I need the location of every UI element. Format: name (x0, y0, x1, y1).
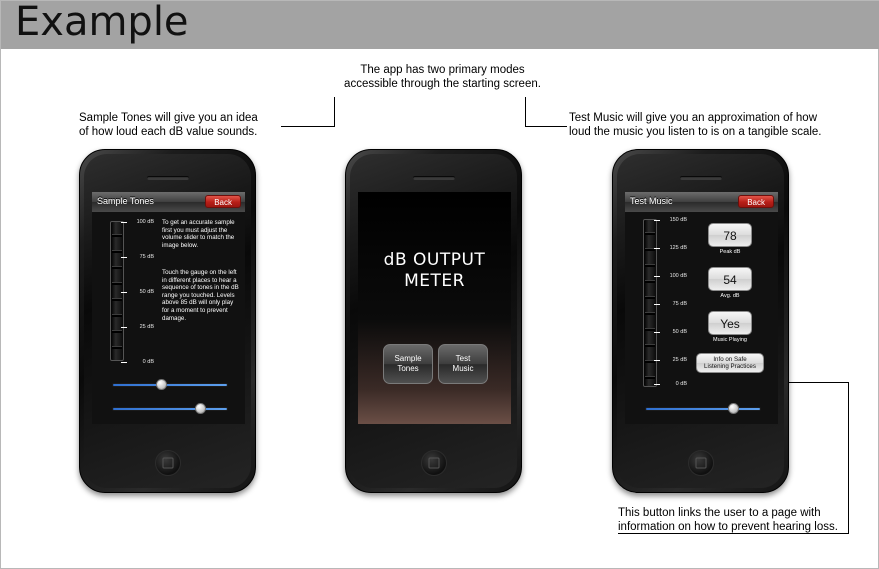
avg-db-value: 54 (708, 267, 752, 291)
annotation-bottom: This button links the user to a page with information on how to prevent hearing loss. (618, 507, 838, 533)
meter-tick-label: 150 dB (661, 217, 687, 223)
test-music-button-line2: Music (452, 364, 474, 373)
leader-line-top-left-vert (334, 97, 335, 127)
gauge-segment (112, 330, 122, 333)
screen-body-sample-tones (92, 213, 245, 424)
avg-db-label: Avg. dB (720, 293, 740, 299)
instruction-text-2: Touch the gauge on the left in different places to hear a sequence of tones in the dB range you touched. Levels above 85 dB will only play for a moment to prevent damage. (162, 269, 239, 322)
phone-screen-start (358, 192, 511, 424)
peak-db-value: 78 (708, 223, 752, 247)
gauge-segment (112, 282, 122, 285)
navbar-title: Sample Tones (97, 196, 154, 206)
gauge-segment (112, 266, 122, 269)
home-button[interactable] (688, 450, 714, 476)
phone-sample-tones (79, 149, 256, 493)
leader-line-top-right-vert (525, 97, 526, 127)
instruction-text-1: To get an accurate sample first you must adjust the volume slider to match the image below. (162, 219, 235, 249)
app-title-line1: dB OUTPUT (383, 250, 486, 270)
earpiece-speaker-icon (147, 176, 189, 180)
test-music-button[interactable] (438, 344, 488, 384)
test-music-button-label (453, 354, 474, 374)
gauge-tick-label: 0 dB (128, 359, 154, 365)
gauge-segment (112, 314, 122, 317)
meter-tick-label: 75 dB (661, 301, 687, 307)
info-button-label (704, 356, 756, 371)
gauge-segment (112, 234, 122, 237)
meter-segment (645, 328, 655, 331)
meter-segment (645, 376, 655, 379)
navbar-sample-tones (92, 192, 245, 213)
leader-line-info-vert (848, 382, 849, 534)
slider-knob[interactable] (728, 403, 739, 414)
back-button[interactable]: Back (738, 195, 774, 208)
gauge-tick-label: 100 dB (128, 219, 154, 225)
gauge-segment (112, 346, 122, 349)
gauge-segment (112, 298, 122, 301)
meter-tick-label: 50 dB (661, 329, 687, 335)
screen-body-test-music (625, 213, 778, 424)
app-title (358, 250, 511, 292)
meter-segment (645, 280, 655, 283)
test-music-button-line1: Test (455, 354, 471, 363)
meter-tick-label: 0 dB (661, 381, 687, 387)
meter-tick-label: 125 dB (661, 245, 687, 251)
music-playing-value: Yes (708, 311, 752, 335)
info-button-line1: Info on Safe (713, 355, 747, 363)
phone-test-music (612, 149, 789, 493)
meter-segment (645, 296, 655, 299)
annotation-top: The app has two primary modes accessible through the starting screen. (344, 64, 541, 90)
start-screen-background (358, 192, 511, 424)
navbar-title: Test Music (630, 196, 673, 206)
info-button-line2: Listening Practices (704, 363, 756, 370)
leader-line-top-right-horiz (525, 126, 567, 127)
db-gauge[interactable] (110, 221, 124, 361)
slider-knob[interactable] (156, 379, 167, 390)
info-safe-listening-button[interactable] (696, 353, 764, 373)
phone-start-screen (345, 149, 522, 493)
meter-segment (645, 312, 655, 315)
phone-screen-test-music (625, 192, 778, 424)
volume-slider[interactable] (112, 407, 228, 411)
earpiece-speaker-icon (680, 176, 722, 180)
sample-tones-button-line1: Sample (394, 354, 422, 363)
reference-volume-slider[interactable] (112, 383, 228, 387)
meter-tick-label: 25 dB (661, 357, 687, 363)
music-playing-label: Music Playing (713, 337, 747, 343)
back-button[interactable]: Back (205, 195, 241, 208)
earpiece-speaker-icon (413, 176, 455, 180)
page-title: Example (15, 0, 189, 45)
gauge-segment (112, 250, 122, 253)
sample-tones-button-label (394, 354, 421, 374)
navbar-test-music (625, 192, 778, 213)
gauge-tick-label: 50 dB (128, 289, 154, 295)
sample-tones-button-line2: Tones (397, 364, 419, 373)
meter-tick-label: 100 dB (661, 273, 687, 279)
slider-knob[interactable] (195, 403, 206, 414)
home-button[interactable] (155, 450, 181, 476)
gauge-tick-label: 25 dB (128, 324, 154, 330)
volume-slider[interactable] (645, 407, 761, 411)
meter-segment (645, 232, 655, 235)
leader-line-info-bottom (618, 533, 849, 534)
app-title-line2: METER (404, 271, 465, 291)
db-level-meter (643, 219, 657, 387)
meter-segment (645, 344, 655, 347)
gauge-tick-label: 75 dB (128, 254, 154, 260)
annotation-right: Test Music will give you an approximation of how loud the music you listen to is on a tangible scale. (569, 112, 822, 138)
home-button[interactable] (421, 450, 447, 476)
sample-tones-button[interactable] (383, 344, 433, 384)
phone-screen-sample-tones (92, 192, 245, 424)
meter-segment (645, 264, 655, 267)
annotation-left: Sample Tones will give you an idea of how loud each dB value sounds. (79, 112, 258, 138)
leader-line-top-left-horiz (281, 126, 335, 127)
peak-db-label: Peak dB (719, 249, 741, 255)
header-bar (1, 1, 879, 49)
